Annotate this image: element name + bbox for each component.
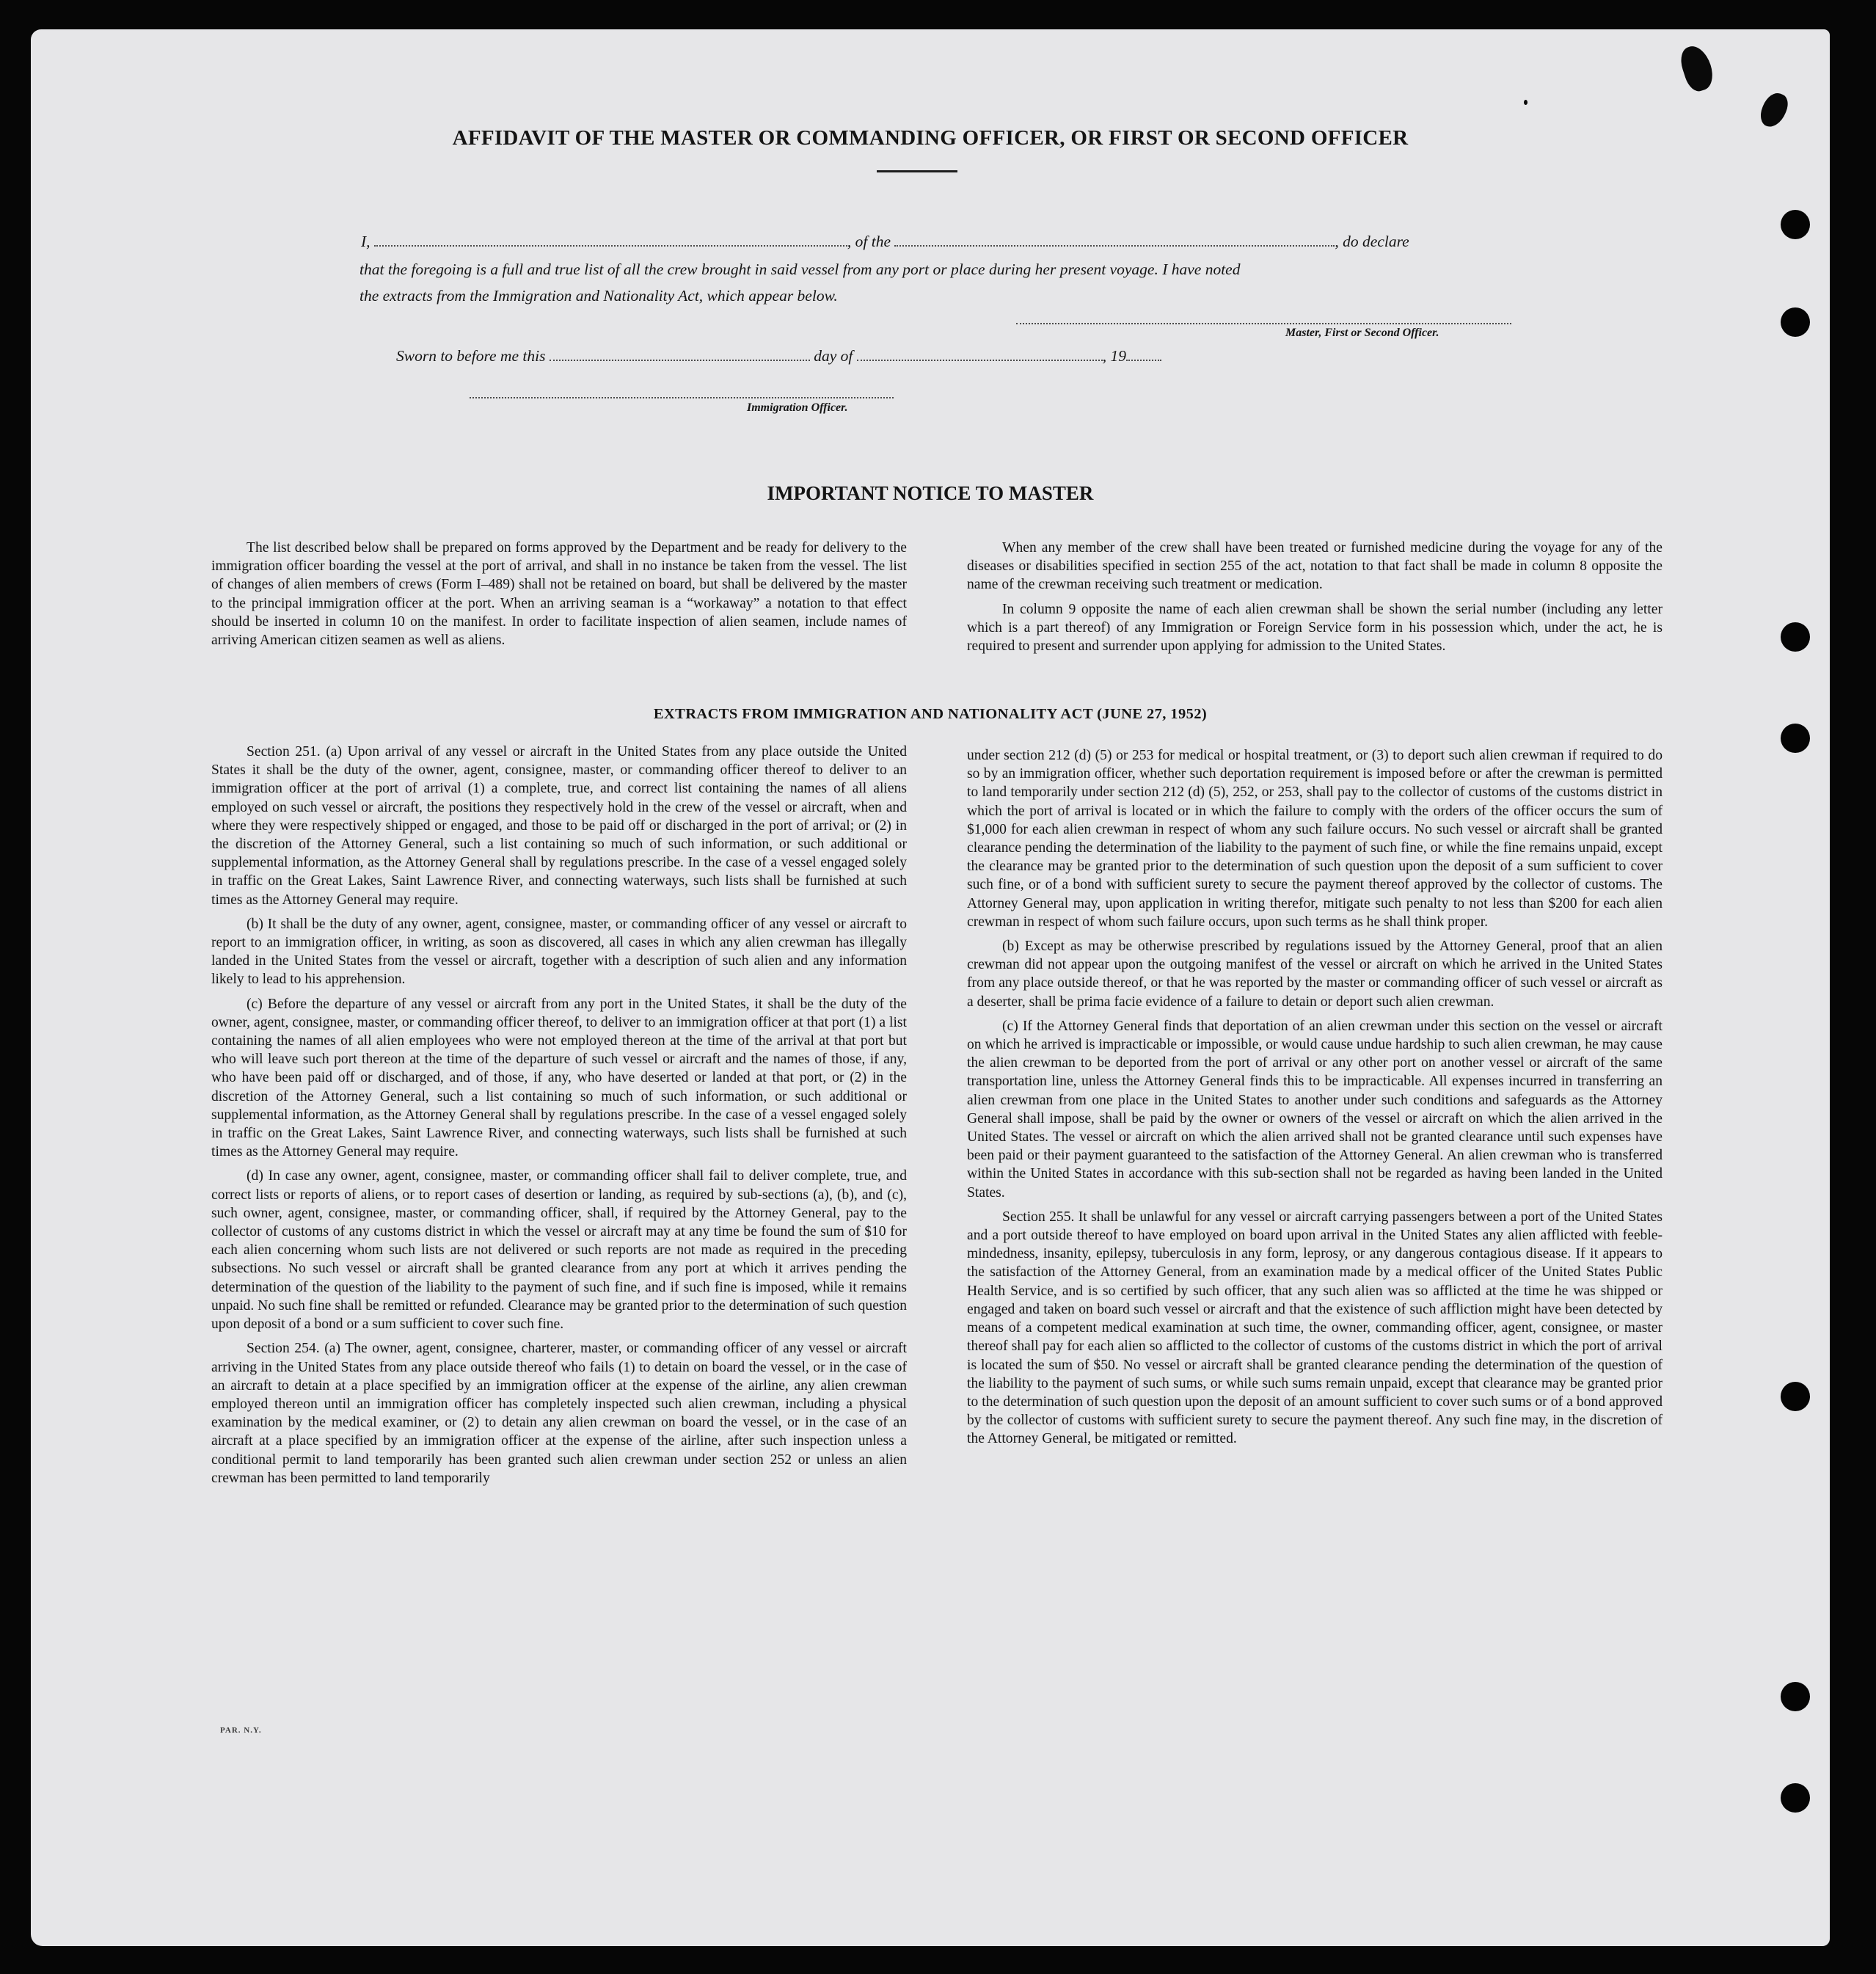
sworn-day-field[interactable]	[550, 346, 810, 361]
punch-hole	[1781, 622, 1810, 652]
immigration-officer-caption: Immigration Officer.	[747, 401, 848, 414]
ink-blot	[1756, 90, 1792, 131]
master-signature-caption: Master, First or Second Officer.	[1285, 327, 1439, 339]
section-251-a: Section 251. (a) Upon arrival of any vessel or aircraft in the United States from any place outside the United States it shall be the duty of the owner, agent, consignee, master, or commanding officer thereof to deliver to an immigration officer at the port of arrival (1) a complete, true, and correct list containing the names of all aliens employed on such vessel or aircraft, the positions they respectively hold in the crew of the vessel or aircraft, when and where they were respectively shipped or engaged, and those to be paid off or discharged in the port of arrival; or (2) in the discretion of the Attorney General, such a list containing so much of such information, or such additional or supplemental information, as the Attorney General shall by regulations prescribe. In the case of a vessel engaged solely in traffic on the Great Lakes, Saint Lawrence River, and connecting waterways, such lists shall be furnished at such times as the Attorney General may require.	[211, 744, 907, 908]
section-251-d: (d) In case any owner, agent, consignee, master, or commanding officer shall fail to deliver complete, true, and correct lists or reports of aliens, or to report cases of desertion or landing, as required by sub-sections (a), (b), and (c), such owner, agent, consignee, master, or commanding officer, shall, if required by the Attorney General, pay to the collector of customs of any customs district in which the vessel or aircraft may at any time be found the sum of $10 for each alien concerning whom such lists are not delivered or such reports are not made as required in the preceding subsections. No such vessel or aircraft shall be granted clearance from any port at which it arrives pending the determination of the question of the liability to the payment of such fine, and if such fine is imposed, while it remains unpaid. No such fine shall be remitted or refunded. Clearance may be granted prior to the determination of such question upon deposit of a bond or a sum sufficient to cover such fine.	[211, 1168, 907, 1333]
extracts-right-column	[967, 746, 1663, 1454]
sworn-day-of-label: day of	[814, 347, 853, 365]
punch-hole	[1781, 1783, 1810, 1813]
declaration-line-2: that the foregoing is a full and true list of all the crew brought in said vessel from any port or place during her present voyage. I have noted	[359, 261, 1241, 278]
declaration-do-declare-label: , do declare	[1335, 233, 1409, 250]
vessel-name-field[interactable]	[894, 232, 1335, 247]
affidavit-title: AFFIDAVIT OF THE MASTER OR COMMANDING OFFICER, OR FIRST OR SECOND OFFICER	[452, 126, 1409, 150]
ink-blot	[1676, 43, 1717, 95]
title-rule	[877, 170, 957, 172]
notice-left-column	[211, 539, 907, 655]
ink-speck	[1524, 100, 1528, 105]
section-255: Section 255. It shall be unlawful for any vessel or aircraft carrying passengers between a port of the United States and a port outside thereof to have employed on board upon arrival in the United States any alien afflicted with feeble-mindedness, insanity, epilepsy, tuberculosis in any form, leprosy, or any dangerous contagious disease. If it appears to the satisfaction of the Attorney General, from an examination made by a medical officer of the United States Public Health Service, and is so certified by such officer, that any such alien was so afflicted at the time he was shipped or engaged and taken on board such vessel or aircraft and that the existence of such affliction might have been detected by means of a competent medical examination at such time, the owner, commanding officer, agent, consignee, or master thereof shall pay for each alien so afflicted to the collector of customs of the customs district in which the port of arrival is located the sum of $50. No vessel or aircraft shall be granted clearance pending the determination of the question of the liability to the payment of such sums, or while such sums remain unpaid, except that clearance may be granted prior to the determination of such question upon the deposit of an amount sufficient to cover such sums or of a bond approved by the collector of customs with sufficient surety to secure the payment thereof. Any such fine may, in the discretion of the Attorney General, be mitigated or remitted.	[967, 1209, 1663, 1447]
punch-hole	[1781, 724, 1810, 753]
section-254-a: Section 254. (a) The owner, agent, consignee, charterer, master, or commanding officer of any vessel or aircraft arriving in the United States from any place outside thereof who fails (1) to detain on board the vessel, or in the case of an aircraft to detain at a place specified by an immigration officer at the expense of the airline, any alien crewman employed thereon until an immigration officer has completely inspected such alien crewman, including a physical examination by the medical examiner, or (2) to detain any alien crewman on board the vessel, or in the case of an aircraft at a place specified by an immigration officer at the expense of the airline, after such inspection unless a conditional permit to land temporarily has been granted such alien crewman under section 252 or unless an alien crewman has been permitted to land temporarily	[211, 1341, 907, 1486]
sworn-line	[396, 346, 1577, 365]
notice-heading: IMPORTANT NOTICE TO MASTER	[767, 482, 1094, 504]
notice-right-column	[967, 539, 1663, 661]
sworn-year-label: , 19	[1102, 347, 1126, 365]
declaration-line-1	[361, 232, 1542, 251]
extracts-left-column	[211, 743, 907, 1493]
notice-right-paragraph-1: When any member of the crew shall have been treated or furnished medicine during the voyage for any of the diseases or disabilities specified in section 255 of the act, notation to that fact shall be made in column 8 opposite the name of the crewman receiving such treatment or medication.	[967, 540, 1663, 593]
declaration-line-3: the extracts from the Immigration and Nationality Act, which appear below.	[359, 287, 838, 305]
extracts-heading: EXTRACTS FROM IMMIGRATION AND NATIONALITY ACT (JUNE 27, 1952)	[653, 706, 1208, 722]
punch-hole	[1781, 307, 1810, 337]
punch-hole	[1781, 1382, 1810, 1411]
punch-hole	[1781, 1682, 1810, 1711]
notice-right-paragraph-2: In column 9 opposite the name of each alien crewman shall be shown the serial number (including any letter which is a part thereof) of any Immigration or Foreign Service form in his possession which, under the act, he is required to present and surrender upon applying for admission to the United States.	[967, 601, 1663, 655]
section-254-c: (c) If the Attorney General finds that deportation of an alien crewman under this section on the vessel or aircraft on which he arrived is impracticable or impossible, or would cause undue hardship to such alien crewman, he may cause the alien crewman to be deported from the port of arrival or any other port on another vessel or aircraft of the same transportation line, unless the Attorney General finds this to be impracticable. All expenses incurred in transferring an alien crewman from one place in the United States to another under such conditions and safeguards as the Attorney General shall impose, shall be paid by the owner or owners of the vessel or aircraft on which the alien arrived in the United States. The vessel or aircraft on which the alien arrived shall not be granted clearance until such expenses have been paid or their payment guaranteed to the satisfaction of the Attorney General. An alien crewman who is transferred within the United States in accordance with this sub-section shall not be regarded as having been landed in the United States.	[967, 1018, 1663, 1201]
declaration-i-label: I,	[361, 233, 371, 250]
sworn-year-field[interactable]	[1126, 346, 1161, 361]
sworn-label: Sworn to before me this	[396, 347, 546, 365]
document-page	[31, 29, 1830, 1946]
declaration-of-the-label: , of the	[847, 233, 891, 250]
printer-mark: PAR. N.Y.	[220, 1726, 262, 1735]
section-254-b: (b) Except as may be otherwise prescribed by regulations issued by the Attorney General, proof that an alien crewman did not appear upon the outgoing manifest of the vessel or aircraft on which he arrived in the United States from any place outside thereof, or that he was reported by the master or commanding officer of such vessel or aircraft as a deserter, shall be prima facie evidence of a failure to detain or deport such alien crewman.	[967, 939, 1663, 1010]
notice-left-paragraph: The list described below shall be prepared on forms approved by the Department and be ready for delivery to the immigration officer boarding the vessel at the port of arrival, and shall in no instance be taken from the vessel. The list of changes of alien members of crews (Form I–489) shall not be retained on board, but shall be delivered by the master to the principal immigration officer at the port. When an arriving seaman is a “workaway” a notation to that effect should be inserted in column 10 on the manifest. In order to facilitate inspection of alien seamen, include names of arriving American citizen seamen as well as aliens.	[211, 540, 907, 649]
section-254-a-continued: under section 212 (d) (5) or 253 for medical or hospital treatment, or (3) to deport such alien crewman if required to do so by an immigration officer, whether such deportation requirement is imposed before or after the crewman is permitted to land temporarily under section 212 (d) (5), 252, or 253, shall pay to the collector of customs of the customs district in which the port of arrival is located or in which the failure to comply with the orders of the officer occurs the sum of $1,000 for each alien crewman in respect of whom any such failure occurs. No such vessel or aircraft shall be granted clearance pending the determination of the liability to the payment of such fine, or while the fine remains unpaid, except the clearance may be granted prior to the determination of such question upon the deposit of a sum sufficient to cover such fine, or of a bond with sufficient surety to secure the payment thereof approved by the collector of customs. The Attorney General may, upon application in writing therefor, mitigate such penalty to not less than $200 for each alien crewman in respect of whom such failure occurs, upon such terms as he shall think proper.	[967, 748, 1663, 930]
section-251-c: (c) Before the departure of any vessel or aircraft from any port in the United States, it shall be the duty of the owner, agent, consignee, master, or commanding officer thereof, to deliver to an immigration officer at that port (1) a list containing the names of all alien employees who were not employed thereon at the time of the arrival at that port but who will leave such port thereon at the time of the departure of such vessel or aircraft and the names of those, if any, who have been paid off or discharged, and of those, if any, who have deserted or landed at that port, or (2) in the discretion of the Attorney General, such a list containing so much of such information, or such additional or supplemental information, as the Attorney General shall by regulations prescribe. In the case of a vessel engaged solely in traffic on the Great Lakes, Saint Lawrence River, and connecting waterways, such lists shall be furnished at such times as the Attorney General may require.	[211, 996, 907, 1160]
immigration-officer-signature-line[interactable]	[470, 397, 894, 398]
declarant-name-field[interactable]	[374, 232, 847, 247]
punch-hole	[1781, 210, 1810, 239]
master-signature-line[interactable]	[1016, 323, 1511, 324]
sworn-month-field[interactable]	[857, 346, 1103, 361]
section-251-b: (b) It shall be the duty of any owner, agent, consignee, master, or commanding officer of any vessel or aircraft to report to an immigration officer, in writing, as soon as discovered, all cases in which any alien crewman has illegally landed in the United States from the vessel or aircraft, together with a description of such alien and any information likely to lead to his apprehension.	[211, 916, 907, 988]
